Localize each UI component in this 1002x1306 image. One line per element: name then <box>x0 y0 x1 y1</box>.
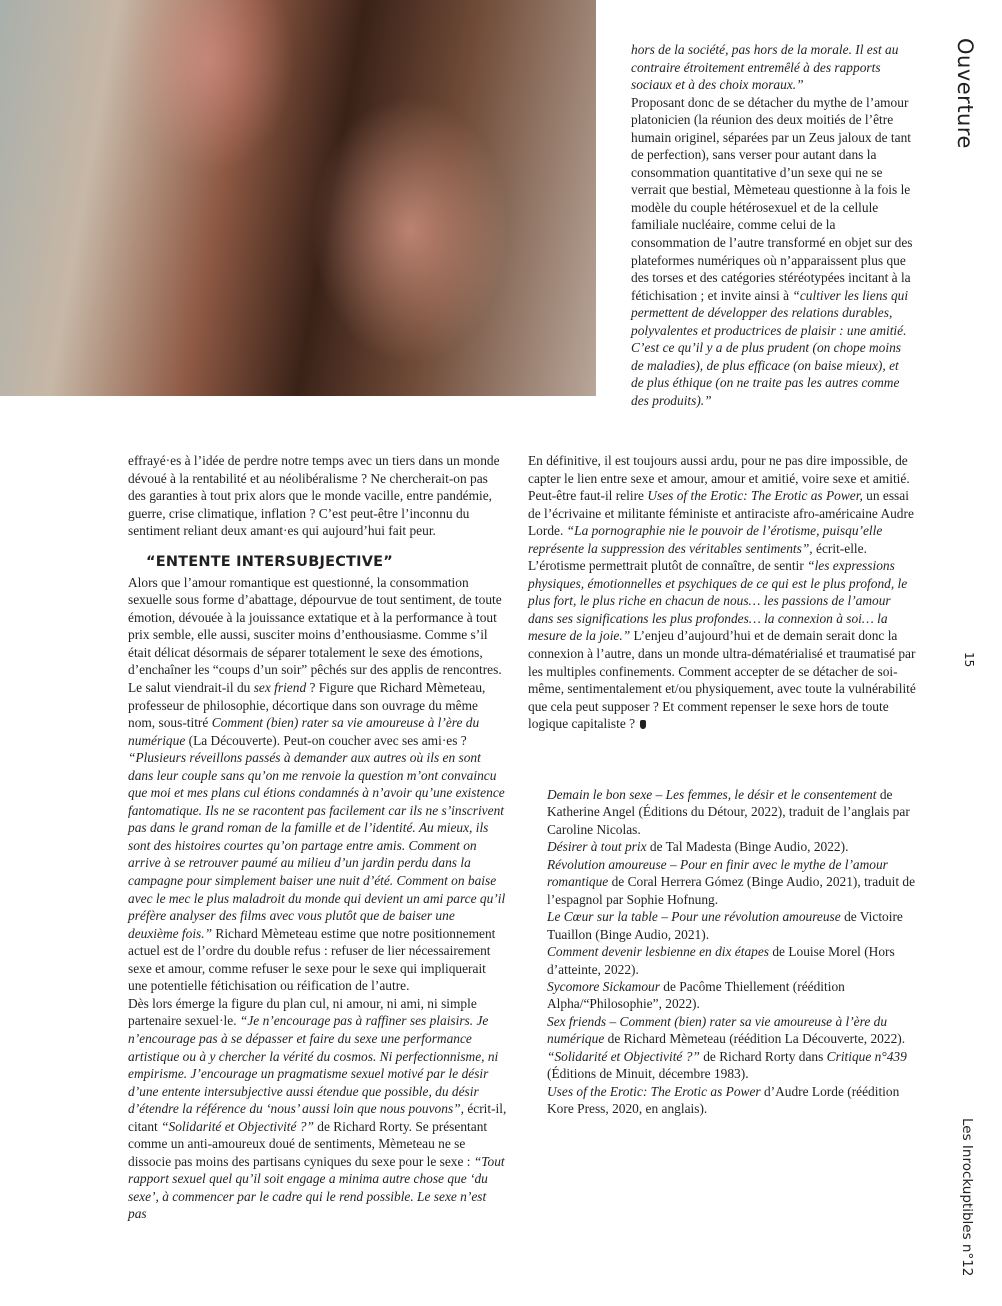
article-column-right <box>528 452 918 733</box>
reference-item: Le Cœur sur la table – Pour une révolution amoureuse de Victoire Tuaillon (Binge Audio, 2021). <box>547 909 903 942</box>
section-label: Ouverture <box>953 38 977 149</box>
article-column-left <box>128 452 508 1223</box>
photo-two-women <box>0 0 596 396</box>
reference-item: Uses of the Erotic: The Erotic as Power d’Audre Lorde (réédition Kore Press, 2020, en anglais). <box>547 1083 900 1117</box>
section-heading: “ENTENTE INTERSUBJECTIVE” <box>146 553 393 570</box>
paragraph: Alors que l’amour romantique est questionné, la consommation sexuelle sous forme d’abattage, dépourvue de tout sentiment, de toute émotion, dévouée à la jouissance extatique et à la performance à tout prix semble, elle aussi, susciter moins d’enthousiasme. Comme s’il était délicat désormais de séparer totalement le sexe des émotions, d’enchaîner les “coups d’un soir” pêchés sur des applis de rencontres. Le salut viendrait-il du sex friend ? Figure que Richard Mèmeteau, professeur de philosophie, décortique dans son ouvrage du même nom, sous-titré Comment (bien) rater sa vie amoureuse à l’ère du numérique (La Découverte). Peut-on coucher avec ses ami·es ? “Plusieurs réveillons passés à demander aux autres où ils en sont dans leur couple sans qu’on me renvoie la question m’ont convaincu que moi et mes plans cul étions condamnés à n’avoir qu’une existence fantomatique. Ils ne se racontent pas facilement car ils ne s’inscrivent pas dans le grand roman de la famille et de l’identité. Au mieux, ils sont des histoires courtes qu’on partage entre amis. Comment on arrive à se retrouver paumé au milieu d’un jardin perdu dans la campagne pour simplement baiser une nuit d’été. Comment on baise avec le mec le plus maladroit du monde qui devient un ami parce qu’il préfère analyser des films avec vous plutôt que de baiser une deuxième fois.” Richard Mèmeteau estime que notre positionnement actuel est de l’ordre du double refus : refuser de lier nécessairement sexe et amour, comme refuser le sexe pour le sexe qui impliquerait une potentielle fétichisation ou réification de l’autre. <box>128 574 506 994</box>
reference-item: Comment devenir lesbienne en dix étapes de Louise Morel (Hors d’atteinte, 2022). <box>547 944 895 977</box>
reference-item: “Solidarité et Objectivité ?” de Richard Rorty dans Critique n°439 (Éditions de Minuit, décembre 1983). <box>547 1048 907 1082</box>
paragraph-intro: effrayé·es à l’idée de perdre notre temps avec un tiers dans un monde dévoué à la rentabilité et au néolibéralisme ? Ne chercherait-on pas des garanties à tout prix alors que le monde vacille, entre pandémie, guerre, crise climatique, inflation ? C’est peut-être l’inconnu du sentiment reliant deux amant·es qui aujourd’hui fait peur. <box>128 453 500 539</box>
page-number: 15 <box>962 652 976 668</box>
end-of-article-icon <box>640 720 646 729</box>
article-column-top-right <box>631 41 913 409</box>
paragraph-conclusion: En définitive, il est toujours aussi ardu, pour ne pas dire impossible, de capter le lien entre sexe et amour, amour et amitié, voire sexe et amitié. Peut-être faut-il relire Uses of the Erotic: The Erotic as Power, un essai de l’écrivaine et militante féministe et antiraciste afro-américaine Audre Lorde. “La pornographie nie le pouvoir de l’érotisme, puisqu’elle représente la suppression des véritables sentiments”, écrit-elle. L’érotisme permettrait plutôt de connaître, de sentir “les expressions physiques, émotionnelles et psychiques de ce qui est le plus profond, le plus fort, le plus riche en chacun de nous… les passions de l’amour dans ses significations les plus profondes… la connexion à soi… la mesure de la joie.” L’enjeu d’aujourd’hui et de demain serait donc la connexion à l’autre, dans un monde ultra-dématérialisé et traumatisé par les multiples confinements. Comment accepter de se détacher de soi-même, sentimentalement et/ou physiquement, avec toute la vulnérabilité que cela peut supposer ? Et comment repenser le sexe hors de toute logique capitaliste ? <box>528 453 916 732</box>
reference-item: Sex friends – Comment (bien) rater sa vie amoureuse à l’ère du numérique de Richard Mèmeteau (réédition La Découverte, 2022). <box>547 1013 906 1047</box>
paragraph: hors de la société, pas hors de la morale. Il est au contraire étroitement entremêlé à des rapports sociaux et à des choix moraux.” <box>631 42 899 93</box>
bibliography <box>547 786 917 1118</box>
paragraph: Proposant donc de se détacher du mythe de l’amour platonicien (la réunion des deux moitiés de l’être humain originel, séparées par un Zeus jaloux de tant de perfection), sans verser pour autant dans la consommation quantitative d’un sexe qui ne se verrait que bestial, Mèmeteau questionne à la fois le modèle du couple hétérosexuel et de la cellule familiale nucléaire, comme celui de la consommation de l’autre transformé en objet sur des plateformes numériques où n’apparaissent plus que des torses et des catégories stéréotypées incitant à la fétichisation ; et invite ainsi à “cultiver les liens qui permettent de développer des relations durables, polyvalentes et productrices de plaisir : une amitié. C’est ce qu’il y a de plus prudent (on chope moins de maladies), de plus efficace (on baise mieux), et de plus éthique (on ne traite pas les autres comme des produits).” <box>631 94 913 408</box>
reference-item: Révolution amoureuse – Pour en finir avec le mythe de l’amour romantique de Coral Herrera Gómez (Binge Audio, 2021), traduit de l’espagnol par Sophie Hofnung. <box>547 856 916 907</box>
reference-item: Demain le bon sexe – Les femmes, le désir et le consentement de Katherine Angel (Éditions du Détour, 2022), traduit de l’anglais par Caroline Nicolas. <box>547 787 910 837</box>
reference-item: Sycomore Sickamour de Pacôme Thiellement (réédition Alpha/“Philosophie”, 2022). <box>547 978 845 1012</box>
magazine-name: Les Inrockuptibles n°12 <box>959 1118 975 1277</box>
reference-item: Désirer à tout prix de Tal Madesta (Binge Audio, 2022). <box>547 839 849 855</box>
paragraph: Dès lors émerge la figure du plan cul, ni amour, ni ami, ni simple partenaire sexuel·le. “Je n’encourage pas à raffiner ses plaisirs. Je n’encourage pas à se dépasser et faire du sexe une performance artistique ou à y chercher la vérité du cosmos. Ni perfectionnisme, ni empirisme. J’encourage un pragmatisme sexuel motivé par le désir d’une entente intersubjective aussi étendue que possible, du désir d’étendre la référence du ‘nous’ aussi loin que nous pouvons”, écrit-il, citant “Solidarité et Objectivité ?” de Richard Rorty. Se présentant comme un anti-amoureux doué de sentiments, Mèmeteau ne se dissocie pas moins des partisans cyniques du sexe pour le sexe : “Tout rapport sexuel quel qu’il soit engage a minima autre chose que ‘du sexe’, à commencer par le cadre qui le rend possible. Le sexe n’est pas <box>128 995 507 1222</box>
